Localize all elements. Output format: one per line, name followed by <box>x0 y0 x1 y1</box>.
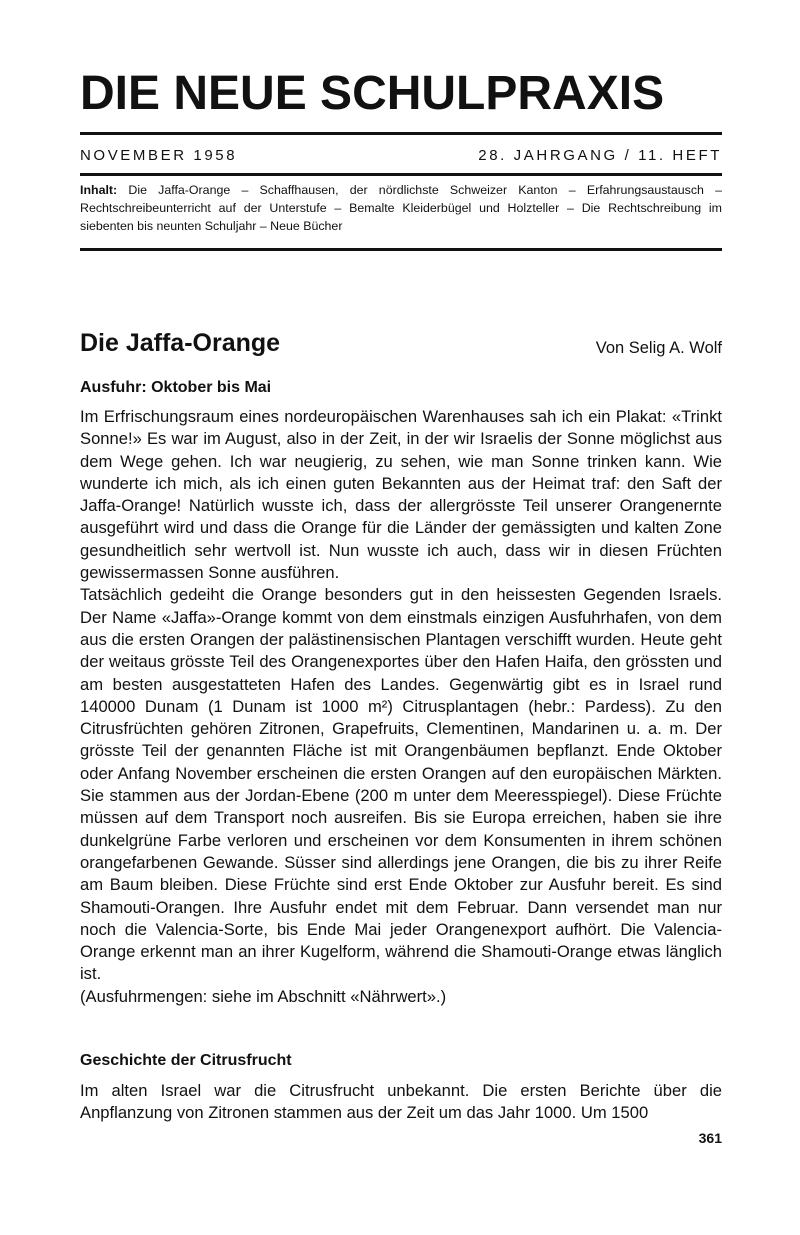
paragraph: Tatsächlich gedeiht die Orange besonders gut in den heissesten Gegenden Israels. Der Name «Jaffa»-Orange kommt von dem einstmals einzigen Ausfuhrhafen, von dem aus die ersten Orangen der palästinensischen Plantagen verschifft wurden. Heute geht der weitaus grösste Teil des Orangenexportes über den Hafen Haifa, den grössten und am besten ausgestatteten Hafen des Landes. Gegenwärtig gibt es in Israel rund 140000 Dunam (1 Dunam ist 1000 m²) Citrusplantagen (hebr.: Pardess). Zu den Citrusfrüchten gehören Zitronen, Grapefruits, Clementinen, Mandarinen u. a. m. Der grösste Teil der genannten Fläche ist mit Orangenbäumen bepflanzt. Ende Oktober oder Anfang November erscheinen die ersten Orangen auf den europäischen Märkten. Sie stammen aus der Jordan-Ebene (200 m unter dem Meeresspiegel). Diese Früchte müssen auf dem Transport noch ausreifen. Bis sie Europa erreichen, haben sie ihre dunkelgrüne Farbe verloren und erscheinen vor dem Konsumenten in ihrem schönen orangefarbenen Gewande. Süsser sind allerdings jene Orangen, die bis zu ihrer Reife am Baum bleiben. Diese Früchte sind erst Ende Oktober zur Ausfuhr bereit. Es sind Shamouti-Orangen. Ihre Ausfuhr endet mit dem Februar. Dann versendet man nur noch die Valencia-Sorte, bis Ende Mai jeder Orangenexport aufhört. Die Valencia-Orange erkennt man an ihrer Kugelform, während die Shamouti-Orange etwas länglich ist. <box>80 585 722 984</box>
issue-number: 28. JAHRGANG / 11. HEFT <box>478 147 722 164</box>
contents-text: Die Jaffa-Orange – Schaffhausen, der nördlichste Schweizer Kanton – Erfahrungsaustausch – Rechtschreibeunterricht auf der Unterstufe – Bemalte Kleiderbügel und Holzteller – Die Rechtschreibung im siebenten bis neunten Schuljahr – Neue Bücher <box>80 183 722 233</box>
dateline <box>80 146 722 166</box>
issue-date: NOVEMBER 1958 <box>80 147 238 164</box>
article-body <box>80 406 722 1008</box>
contents-rule <box>80 248 722 251</box>
contents-label: Inhalt: <box>80 183 118 197</box>
section-heading: Ausfuhr: Oktober bis Mai <box>80 379 272 396</box>
paragraph: (Ausfuhrmengen: siehe im Abschnitt «Nährwert».) <box>80 986 447 1006</box>
masthead-rule <box>80 132 722 135</box>
paragraph: Im alten Israel war die Citrusfrucht unbekannt. Die ersten Berichte über die Anpflanzung von Zitronen stammen aus der Zeit um das Jahr 1000. Um 1500 <box>80 1081 722 1123</box>
masthead-title: DIE NEUE SCHULPRAXIS <box>80 67 665 120</box>
table-of-contents <box>80 181 722 235</box>
article-byline: Von Selig A. Wolf <box>595 339 722 357</box>
paragraph: Im Erfrischungsraum eines nordeuropäischen Warenhauses sah ich ein Plakat: «Trinkt Sonne!» Es war im August, also in der Zeit, in der wir Israelis der Sonne möglichst aus dem Wege gehen. Ich war neugierig, zu sehen, wie man Sonne trinken kann. Wie wunderte ich mich, als ich einen guten Bekannten aus der Heimat traf: den Saft der Jaffa-Orange! Natürlich wusste ich, dass der allergrösste Teil unserer Orangenernte ausgeführt wird und dass die Orange für die Länder der gemässigten und kalten Zone gesundheitlich sehr wertvoll ist. Nun wusste ich auch, dass wir in diesen Früchten gewissermassen Sonne ausführen. <box>80 407 722 583</box>
article-title: Die Jaffa-Orange <box>80 329 281 357</box>
page-number: 361 <box>698 1130 722 1146</box>
dateline-rule <box>80 173 722 176</box>
section-heading: Geschichte der Citrusfrucht <box>80 1052 292 1069</box>
